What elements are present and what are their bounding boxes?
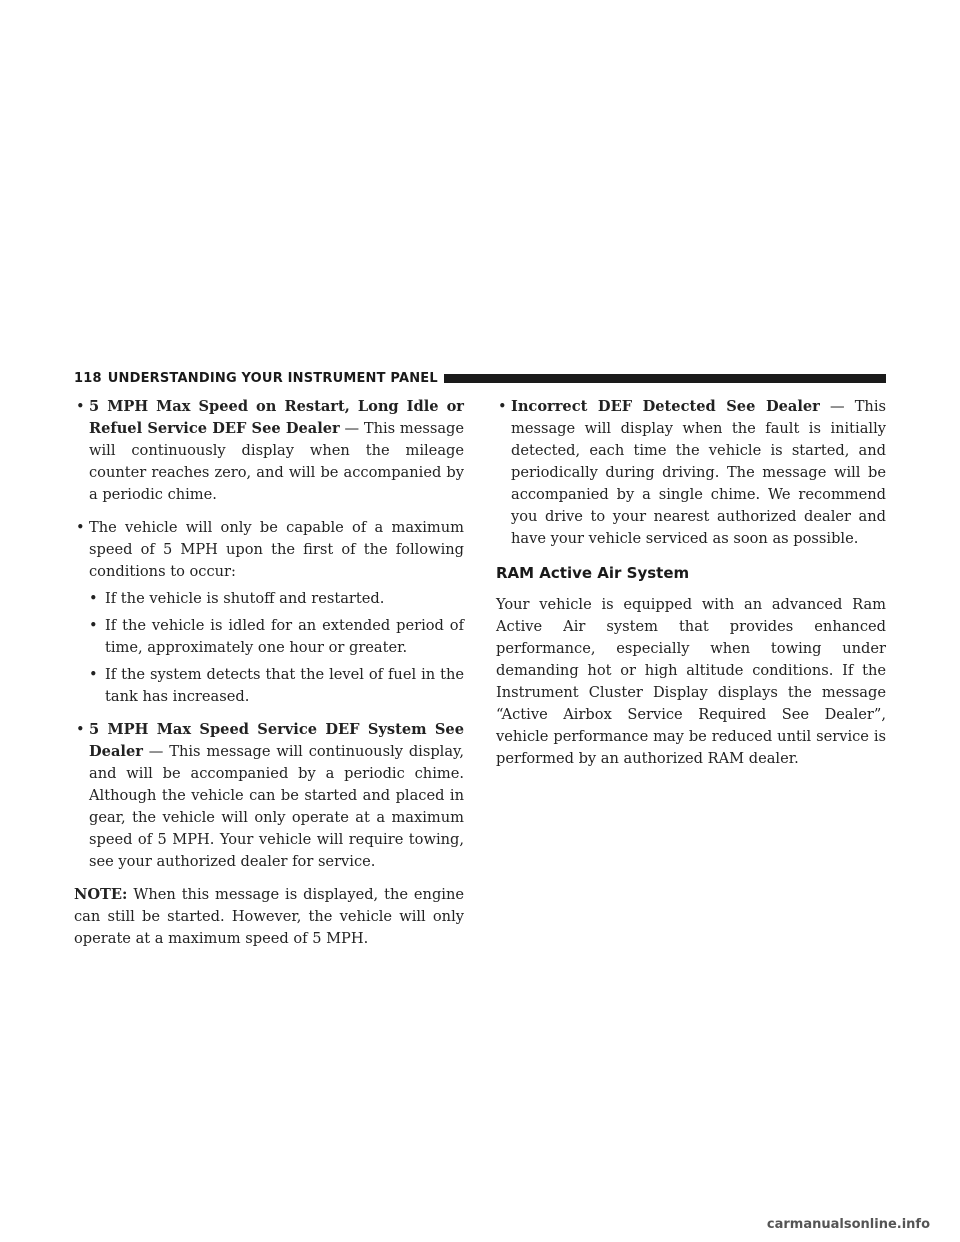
left-column xyxy=(74,396,464,950)
bullet: • xyxy=(76,398,85,415)
bullet: • xyxy=(498,398,507,415)
bullet: • xyxy=(89,590,98,607)
page-header xyxy=(74,368,886,388)
bullet: • xyxy=(89,666,98,683)
sub-list-item xyxy=(89,588,464,610)
bullet: • xyxy=(76,519,85,536)
message-title: 5 MPH Max Speed on Restart, Long Idle or Refuel Service DEF See Dealer xyxy=(89,398,464,437)
watermark-logo: carmanualsonline.info xyxy=(766,1217,930,1232)
note-label: NOTE: xyxy=(74,886,128,903)
message-description: — This message will continuously display when the mileage counter reaches zero, and will be accompanied by a periodic chime. xyxy=(89,420,464,503)
message-description: — This message will display when the fault is initially detected, each time the vehicle is started, and periodically during driving. The message will be accompanied by a single chime. We recommend you drive to your nearest authorized dealer and have your vehicle serviced as soon as possible. xyxy=(511,398,886,547)
active-air-paragraph: Your vehicle is equipped with an advanced Ram Active Air system that provides enhanced performance, especially when towing under demanding hot or high altitude conditions. If the Instrument Cluster Display displays the message “Active Airbox Service Required See Dealer”, vehicle performance may be reduced until service is performed by an authorized RAM dealer. xyxy=(496,596,886,767)
bullet: • xyxy=(89,617,98,634)
chapter-title: UNDERSTANDING YOUR INSTRUMENT PANEL xyxy=(107,370,438,386)
section-heading: RAM Active Air System xyxy=(496,564,690,582)
header-rule xyxy=(444,374,886,383)
bullet: • xyxy=(76,721,85,738)
note-paragraph xyxy=(74,884,464,950)
sub-list-item xyxy=(89,664,464,708)
list-item-def-system xyxy=(74,719,464,873)
sub-list-item xyxy=(89,615,464,659)
conditions-list xyxy=(74,588,464,708)
message-title: Incorrect DEF Detected See Dealer xyxy=(511,398,820,415)
list-item-max-speed-conditions xyxy=(74,517,464,583)
list-item-def-restart xyxy=(74,396,464,506)
list-item-incorrect-def xyxy=(496,396,886,550)
conditions-intro: The vehicle will only be capable of a maximum speed of 5 MPH upon the first of the following conditions to occur: xyxy=(89,519,464,580)
note-text: When this message is displayed, the engine can still be started. However, the vehicle will only operate at a maximum speed of 5 MPH. xyxy=(74,886,464,947)
sub-item-text: If the system detects that the level of fuel in the tank has increased. xyxy=(105,666,464,705)
right-column xyxy=(496,396,886,770)
message-description: — This message will continuously display, and will be accompanied by a periodic chime. Although the vehicle can be started and placed in gear, the vehicle will only operate at a maximum speed of 5 MPH. Your vehicle will require towing, see your authorized dealer for service. xyxy=(89,743,464,870)
sub-item-text: If the vehicle is shutoff and restarted. xyxy=(105,590,385,607)
page-number: 118 xyxy=(74,370,102,386)
sub-item-text: If the vehicle is idled for an extended period of time, approximately one hour or greater. xyxy=(105,617,464,656)
message-title: 5 MPH Max Speed Service DEF System See Dealer xyxy=(89,721,464,760)
